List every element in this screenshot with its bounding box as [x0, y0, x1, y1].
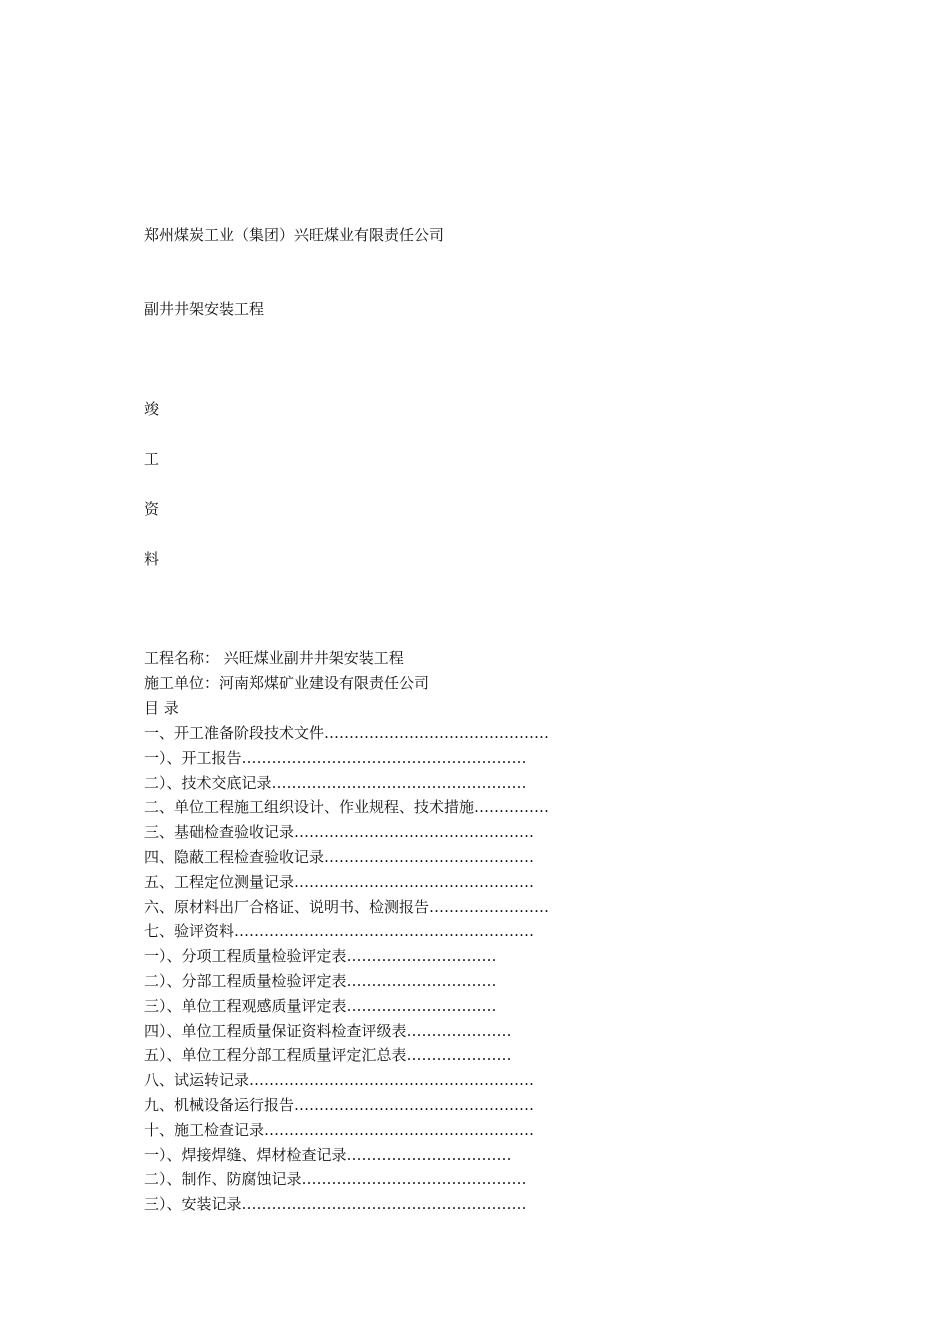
toc-item: 三）、单位工程观感质量评定表………………………… [144, 996, 497, 1015]
company-name: 郑州煤炭工业（集团）兴旺煤业有限责任公司 [144, 226, 445, 244]
toc-item: 四）、单位工程质量保证资料检查评级表………………… [144, 1021, 512, 1040]
toc-item: 三、基础检查验收记录………………………………………… [144, 823, 535, 842]
toc-item: 六、原材料出厂合格证、说明书、检测报告…………………… [144, 897, 550, 916]
toc-item: 五、工程定位测量记录………………………………………… [144, 872, 535, 891]
cover-char-3: 资 [144, 500, 160, 518]
toc-item: 三）、安装记录………………………………………………… [144, 1195, 527, 1214]
toc-item: 二）、制作、防腐蚀记录……………………………………… [144, 1170, 527, 1189]
toc-item: 一、开工准备阶段技术文件……………………………………… [144, 724, 550, 742]
toc-item: 五）、单位工程分部工程质量评定汇总表………………… [144, 1046, 512, 1065]
toc-item: 一）、分项工程质量检验评定表………………………… [144, 947, 497, 966]
project-title: 副井井架安装工程 [144, 300, 265, 318]
toc-item: 十、施工检查记录……………………………………………… [144, 1120, 535, 1139]
toc-item: 一）、焊接焊缝、焊材检查记录…………………………… [144, 1145, 512, 1164]
toc-item: 七、验评资料…………………………………………………… [144, 922, 535, 941]
toc-item: 八、试运转记录………………………………………………… [144, 1071, 535, 1090]
toc-item: 二）、技术交底记录…………………………………………… [144, 773, 527, 792]
toc-item: 一）、开工报告………………………………………………… [144, 748, 527, 767]
toc-item: 九、机械设备运行报告………………………………………… [144, 1095, 535, 1114]
project-name-line: 工程名称： 兴旺煤业副井井架安装工程 [144, 649, 404, 667]
cover-char-4: 料 [144, 550, 160, 568]
toc-item: 二）、分部工程质量检验评定表………………………… [144, 971, 497, 990]
construction-unit-line: 施工单位：河南郑煤矿业建设有限责任公司 [144, 674, 430, 692]
toc-heading: 目 录 [144, 699, 179, 717]
table-of-contents [144, 726, 549, 1222]
toc-item: 四、隐蔽工程检查验收记录…………………………………… [144, 847, 535, 866]
toc-item: 二、单位工程施工组织设计、作业规程、技术措施…………… [144, 798, 550, 817]
cover-char-2: 工 [144, 450, 160, 468]
cover-char-1: 竣 [144, 400, 160, 418]
